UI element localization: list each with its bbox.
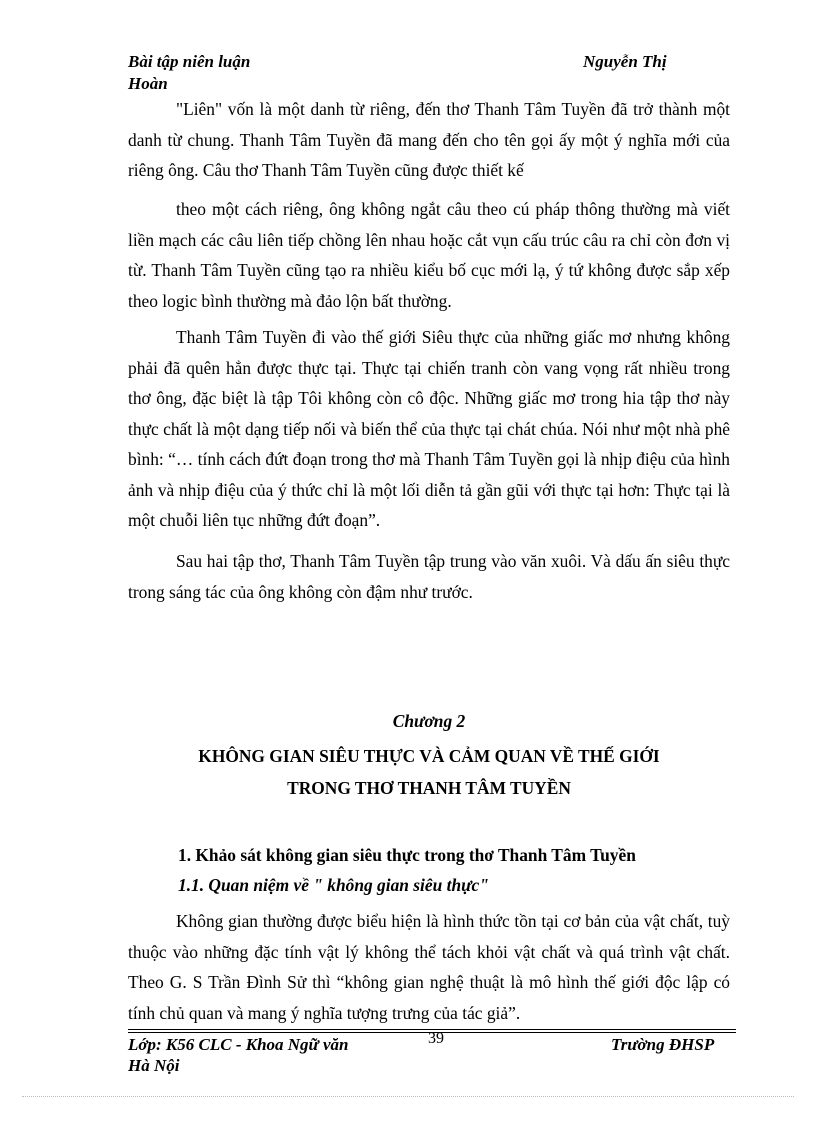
page-bottom-border (22, 1096, 794, 1097)
footer-university: Trường ĐHSP (611, 1035, 715, 1054)
footer-class-info: Lớp: K56 CLC - Khoa Ngữ văn (128, 1035, 349, 1054)
header-author-name: Nguyễn Thị (583, 52, 667, 71)
header-author-name-continued: Hoàn (128, 74, 168, 93)
chapter-title-line-2: TRONG THƠ THANH TÂM TUYỀN (287, 778, 571, 798)
subsection-heading-1-1: 1.1. Quan niệm về " không gian siêu thực" (178, 875, 489, 895)
section-heading-1: 1. Khảo sát không gian siêu thực trong thơ Thanh Tâm Tuyền (178, 845, 636, 865)
chapter-title (128, 740, 730, 804)
paragraph-3: Thanh Tâm Tuyền đi vào thế giới Siêu thực của những giấc mơ nhưng không phải đã quên hẳn được thực tại. Thực tại chiến tranh còn vang vọng rất nhiều trong thơ ông, đặc biệt là tập Tôi không còn cô độc. Những giấc mơ trong hia tập thơ này thực chất là một dạng tiếp nối và biến thể của thực tại chát chúa. Nói như một nhà phê bình: “… tính cách đứt đoạn trong thơ mà Thanh Tâm Tuyền gọi là nhịp điệu của hình ảnh và nhịp điệu của ý thức chỉ là một lối diễn tả gần gũi với thực tại hơn: Thực tại là một chuỗi liên tục những đứt đoạn”. (128, 327, 730, 530)
paragraph-1: "Liên" vốn là một danh từ riêng, đến thơ Thanh Tâm Tuyền đã trở thành một danh từ chung. Thanh Tâm Tuyền đã mang đến cho tên gọi ấy một ý nghĩa mới của riêng ông. Câu thơ Thanh Tâm Tuyền cũng được thiết kế (128, 99, 730, 180)
paragraph-2: theo một cách riêng, ông không ngắt câu theo cú pháp thông thường mà viết liền mạch các câu liên tiếp chồng lên nhau hoặc cắt vụn cấu trúc câu ra chỉ còn đơn vị từ. Thanh Tâm Tuyền cũng tạo ra nhiều kiểu bố cục mới lạ, ý tứ không được sắp xếp theo logic bình thường mà đảo lộn bất thường. (128, 199, 730, 311)
paragraph-5: Không gian thường được biểu hiện là hình thức tồn tại cơ bản của vật chất, tuỳ thuộc vào những đặc tính vật lý không thể tách khỏi vật chất và quá trình vật chất. Theo G. S Trần Đình Sử thì “không gian nghệ thuật là mô hình thế giới độc lập có tính chủ quan và mang ý nghĩa tượng trưng của tác giả”. (128, 911, 730, 1023)
header-course-title: Bài tập niên luận (128, 52, 251, 71)
page-number: 39 (428, 1030, 444, 1047)
chapter-title-line-1: KHÔNG GIAN SIÊU THỰC VÀ CẢM QUAN VỀ THẾ GIỚI (198, 746, 660, 766)
footer-city: Hà Nội (128, 1056, 180, 1075)
chapter-label: Chương 2 (392, 711, 466, 731)
paragraph-4: Sau hai tập thơ, Thanh Tâm Tuyền tập trung vào văn xuôi. Và dấu ấn siêu thực trong sáng tác của ông không còn đậm như trước. (128, 551, 730, 602)
